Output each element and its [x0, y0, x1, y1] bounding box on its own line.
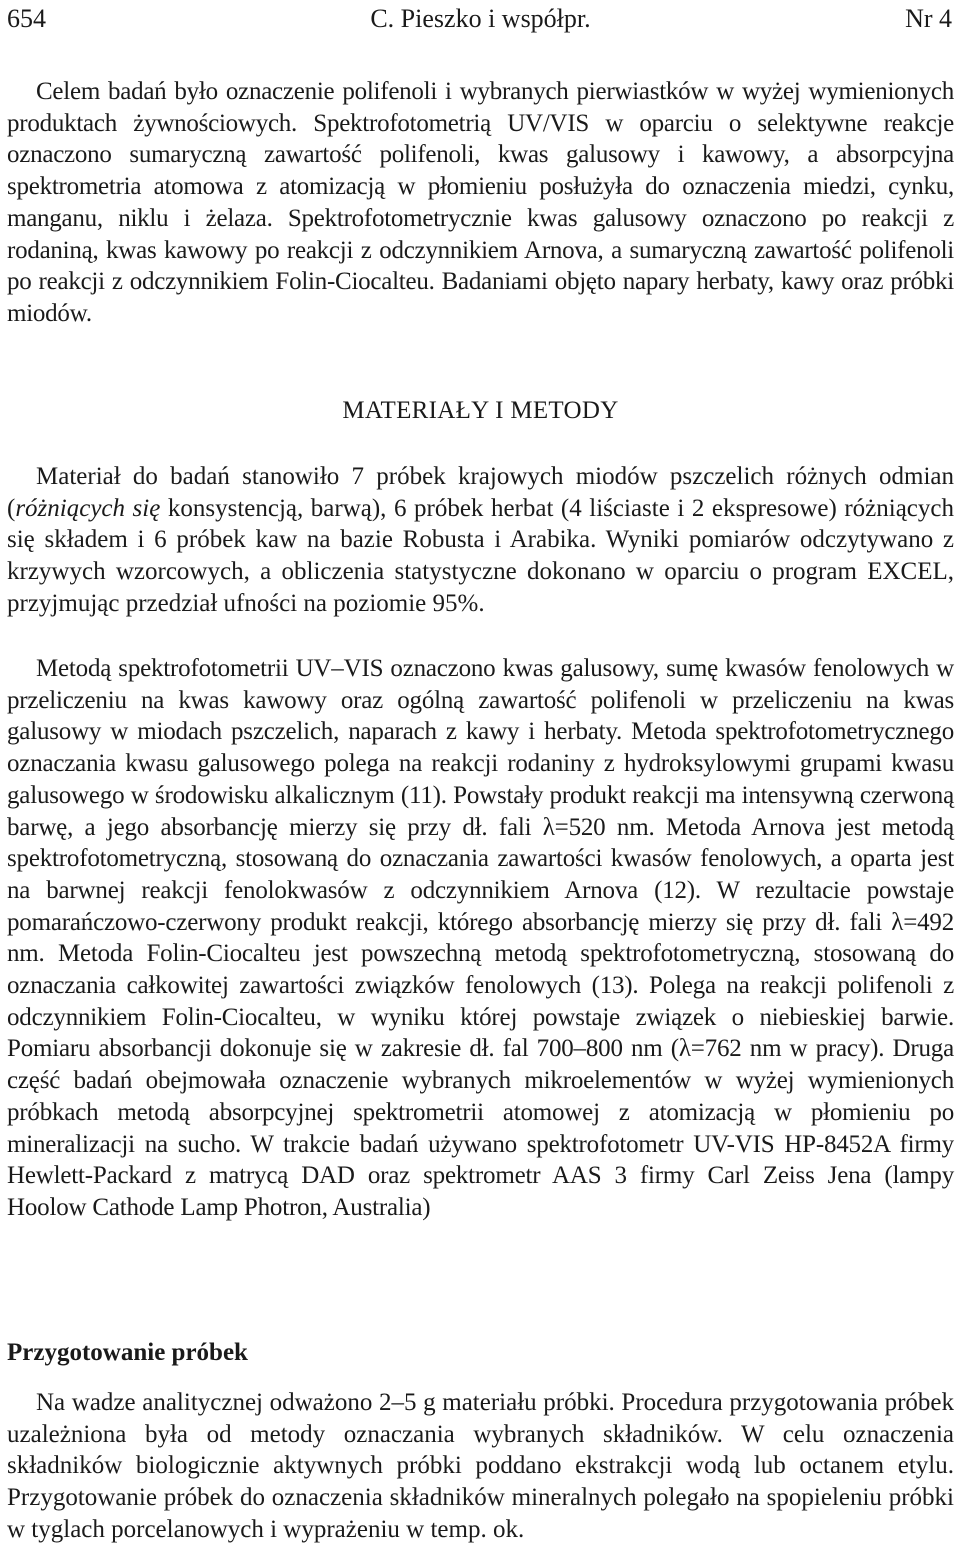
methods-paragraph: Metodą spektrofotometrii UV–VIS oznaczono kwas galusowy, sumę kwasów fenolowych w przeliczeniu na kwas kawowy oraz ogólną zawartość polifenoli w przeliczeniu na kwas galusowy w miodach pszczelich, naparach z kawy i herbaty. Metoda spektrofotometrycznego oznaczania kwasu galusowego polega na reakcji rodaniny z hydroksylowymi grupami kwasu galusowego w środowisku alkalicznym (11). Powstały produkt reakcji ma intensywną czerwoną barwę, a jego absorbancję mierzy się przy dł. fali λ=520 nm. Metoda Arnova jest metodą spektrofotometryczną, stosowaną do oznaczania zawartości kwasów fenolowych, a oparta jest na barwnej reakcji fenolokwasów z odczynnikiem Arnova (12). W rezultacie powstaje pomarańczowo-czerwony produkt reakcji, którego absorbancję mierzy się przy dł. fali λ=492 nm. Metoda Folin-Ciocalteu jest powszechną metodą spektrofotometryczną, stosowaną do oznaczania całkowitej zawartości związków fenolowych (13). Polega na reakcji polifenoli z odczynnikiem Folin-Ciocalteu, w wyniku której powstaje związek o niebieskiej barwie. Pomiaru absorbancji dokonuje się w zakresie dł. fal 700–800 nm (λ=762 nm w pracy). Druga część badań obejmowała oznaczenie wybranych mikroelementów w wyżej wymienionych próbkach metodą absorpcyjnej spektrometrii atomowej z atomizacją w płomieniu po mineralizacji na sucho. W trakcie badań używano spektrofotometr UV-VIS HP-8452A firmy Hewlett-Packard z matrycą DAD oraz spektrometr AAS 3 firmy Carl Zeiss Jena (lampy Hoolow Cathode Lamp Photron, Australia) — [7, 655, 954, 1221]
issue-number: Nr 4 — [905, 4, 952, 33]
materials-paragraph — [7, 461, 954, 620]
running-head-authors: C. Pieszko i współpr. — [370, 4, 591, 33]
page-number: 654 — [7, 4, 46, 33]
preparation-paragraph: Na wadze analitycznej odważono 2–5 g materiału próbki. Procedura przygotowania próbek uzależniona była od metody oznaczania wybranych składników. W celu oznaczenia składników biologicznie aktywnych próbki poddano ekstrakcji wodą lub octanem etylu. Przygotowanie próbek do oznaczenia składników mineralnych polegało na spopieleniu próbki w tyglach porcelanowych i wyprażeniu w temp. ok. — [7, 1389, 954, 1543]
subsection-heading: Przygotowanie próbek — [7, 1339, 248, 1366]
section-heading: MATERIAŁY I METODY — [342, 397, 619, 424]
materials-text-start: Materiał do badań stanowiło 7 próbek krajowych miodów pszczelich różnych odmian ( — [7, 463, 954, 522]
materials-italic-phrase: różniących się — [15, 494, 161, 522]
intro-paragraph: Celem badań było oznaczenie polifenoli i wybranych pierwiastków w wyżej wymienionych produktach żywnościowych. Spektrofotometrią UV/VIS w oparciu o selektywne reakcje oznaczono sumaryczną zawartość polifenoli, kwas galusowy i kawowy, a absorpcyjna spektrometria atomowa z atomizacją w płomieniu posłużyła do oznaczenia miedzi, cynku, manganu, niklu i żelaza. Spektrofotometrycznie kwas galusowy oznaczono po reakcji z rodaniną, kwas kawowy po reakcji z odczynnikiem Arnova, a sumaryczną zawartość polifenoli po reakcji z odczynnikiem Folin-Ciocalteu. Badaniami objęto napary herbaty, kawy oraz próbki miodów. — [7, 78, 954, 327]
materials-text-end: konsystencją, barwą), 6 próbek herbat (4 liściaste i 2 ekspresowe) różniących się składem i 6 próbek kaw na bazie Robusta i Arabika. Wyniki pomiarów odczytywano z krzywych wzorcowych, a obliczenia statystyczne dokonano w oparciu o program EXCEL, przyjmując przedział ufności na poziomie 95%. — [7, 494, 954, 617]
running-head — [7, 0, 954, 38]
